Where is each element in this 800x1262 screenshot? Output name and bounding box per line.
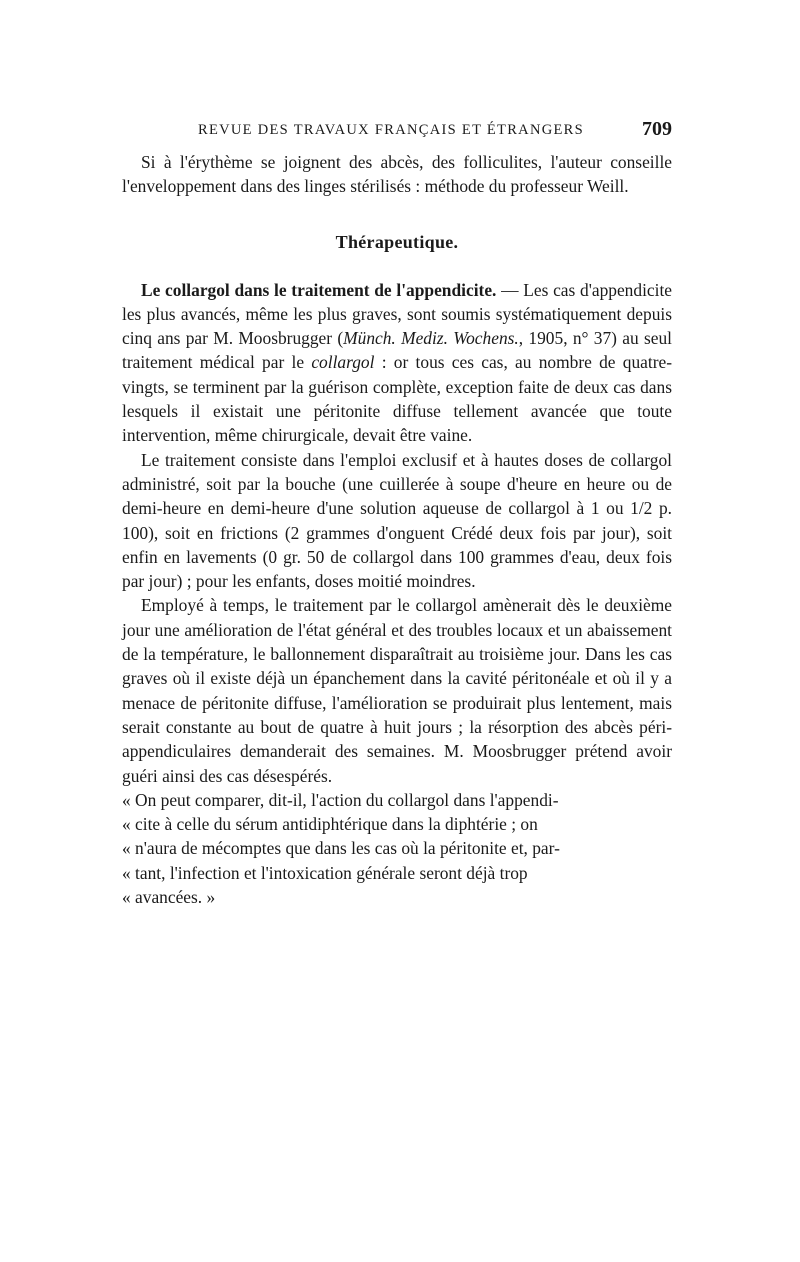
article-text-1a: — Les cas d'appendicite les plus avancés, même les plus graves, sont soumis systématiquement depuis cinq ans par M. Moosbrugger ( [122,279,672,349]
article-paragraph-2: Le traitement consiste dans l'emploi exclusif et à hautes doses de collargol administré, soit par la bouche (une cuillerée à soupe d'heure en heure ou de demi-heure en demi-heure d'une solution aqueuse de collargol à 1 ou 1/2 p. 100), soit en frictions (2 grammes d'onguent Crédé deux fois par jour), soit enfin en lavements (0 gr. 50 de collargol dans 100 grammes d'eau, deux fois par jour) ; pour les enfants, doses moitié moindres. [122,449,672,592]
article-text-1b: , 1905, n° 37) au seul traitement médical par le [122,328,672,373]
article-paragraph-3: Employé à temps, le traitement par le collargol amènerait dès le deuxième jour une amélioration de l'état général et des troubles locaux et un abaissement de la température, le ballonnement disparaîtrait au troisième jour. Dans les cas graves où il existe déjà un épanchement dans la cavité péritonéale et où il y a menace de péritonite diffuse, l'amélioration se produirait plus lentement, mais serait constante au bout de quatre à huit jours ; la résorption des abcès péri-appendiculaires demanderait des semaines. M. Moosbrugger prétend avoir guéri ainsi des cas désespérés. [122,595,672,786]
intro-paragraph: Si à l'érythème se joignent des abcès, des folliculites, l'auteur conseille l'enveloppement dans des linges stérilisés : méthode du professeur Weill. [122,152,672,197]
section-title: Thérapeutique. [335,231,459,252]
page [122,118,672,909]
page-number: 709 [642,118,672,140]
quote-line: « tant, l'infection et l'intoxication générale seront déjà trop [122,862,528,883]
collargol-term: collargol [311,352,375,373]
quote-line: « cite à celle du sérum antidiphtérique dans la diphtérie ; on [122,814,538,835]
article-paragraph-1 [122,278,672,448]
article-title: Le collargol dans le traitement de l'appendicite. [141,279,497,300]
quote-line: « avancées. » [122,887,216,908]
running-head [122,118,672,146]
quote-line: « On peut comparer, dit-il, l'action du collargol dans l'appendi- [122,789,559,810]
running-title: REVUE DES TRAVAUX FRANÇAIS ET ÉTRANGERS [198,122,584,138]
article-text-1c: : or tous ces cas, au nombre de quatre-vingts, se terminent par la guérison complète, exception faite de deux cas dans lesquels il existait une péritonite diffuse tellement avancée que toute intervention, même chirurgicale, devait être vaine. [122,352,673,446]
journal-name: Münch. Mediz. Wochens. [343,328,519,349]
quote-line: « n'aura de mécomptes que dans les cas où la péritonite et, par- [122,838,560,859]
